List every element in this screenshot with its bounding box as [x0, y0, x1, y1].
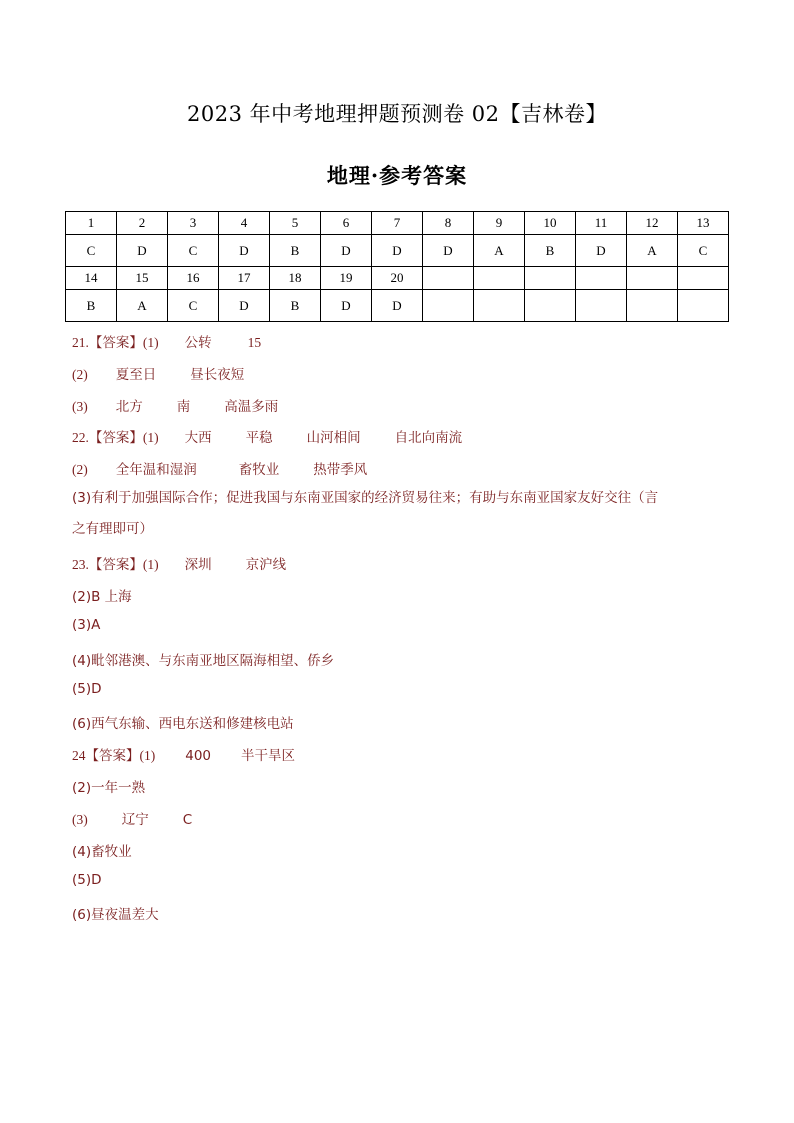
q21-p1-a: 公转 [184, 335, 212, 351]
answer-cell [525, 290, 576, 322]
answer-cell [423, 290, 474, 322]
answer-cell: C [168, 235, 219, 267]
q24-p3-b: C [182, 812, 193, 828]
question-number-cell: 17 [219, 267, 270, 290]
q24-line-3 [72, 808, 192, 828]
answer-cell: B [66, 290, 117, 322]
q23-line-5: (5)D [72, 681, 102, 697]
q21-p3-c: 高温多雨 [224, 399, 279, 415]
question-number-cell: 19 [321, 267, 372, 290]
answer-cell: C [66, 235, 117, 267]
q22-p3-label: (3) [72, 490, 92, 506]
q22-p1-c: 山河相间 [306, 430, 361, 446]
answer-table [65, 211, 729, 322]
question-number-cell: 10 [525, 212, 576, 235]
q24-p1-a: 400 [185, 748, 212, 764]
answer-table-answer-row [66, 290, 729, 322]
answer-cell: D [219, 235, 270, 267]
q22-line-1 [72, 426, 462, 446]
q22-p2-b: 畜牧业 [238, 462, 280, 478]
q21-p3-b: 南 [176, 399, 191, 415]
answer-cell: D [423, 235, 474, 267]
answer-cell [678, 290, 729, 322]
question-number-cell [423, 267, 474, 290]
q21-label: 21.【答案】(1) [72, 335, 159, 350]
question-number-cell: 2 [117, 212, 168, 235]
q24-p3-label: (3) [72, 812, 88, 827]
answer-cell [627, 290, 678, 322]
question-number-cell: 4 [219, 212, 270, 235]
q22-p3-text: 有利于加强国际合作；促进我国与东南亚国家的经济贸易往来；有助与东南亚国家友好交往（言 [91, 490, 659, 506]
question-number-cell [474, 267, 525, 290]
q24-p1-b: 半干旱区 [241, 748, 296, 764]
question-number-cell: 13 [678, 212, 729, 235]
q22-line-3 [72, 483, 732, 545]
question-number-cell: 3 [168, 212, 219, 235]
q22-p2-label: (2) [72, 462, 88, 477]
q23-p1-b: 京沪线 [245, 557, 287, 573]
answer-cell: B [270, 235, 321, 267]
question-number-cell [525, 267, 576, 290]
q23-line-3: (3)A [72, 617, 101, 633]
q22-p2-c: 热带季风 [313, 462, 368, 478]
q24-line-2: (2)一年一熟 [72, 780, 146, 796]
answer-cell: C [168, 290, 219, 322]
q23-line-1 [72, 553, 286, 573]
q21-p3-a: 北方 [115, 399, 143, 415]
answer-cell [474, 290, 525, 322]
q24-line-6: (6)昼夜温差大 [72, 907, 159, 923]
q22-p2-a: 全年温和湿润 [115, 462, 197, 478]
q21-line-1 [72, 331, 261, 351]
answer-cell: D [576, 235, 627, 267]
q21-p2-b: 昼长夜短 [190, 367, 245, 383]
question-number-cell [627, 267, 678, 290]
q21-line-2 [72, 363, 244, 383]
question-number-cell: 5 [270, 212, 321, 235]
q21-p2-a: 夏至日 [115, 367, 157, 383]
answer-cell: D [321, 235, 372, 267]
answer-cell: A [474, 235, 525, 267]
q23-p1-a: 深圳 [184, 557, 212, 573]
q24-line-1 [72, 744, 295, 764]
answer-cell: B [270, 290, 321, 322]
answer-cell: D [219, 290, 270, 322]
q23-line-6: (6)西气东输、西电东送和修建核电站 [72, 716, 294, 732]
q23-label: 23.【答案】(1) [72, 557, 159, 572]
question-number-cell: 14 [66, 267, 117, 290]
question-number-cell: 7 [372, 212, 423, 235]
q22-p1-a: 大西 [184, 430, 212, 446]
q24-p3-a: 辽宁 [121, 812, 149, 828]
answer-cell: A [117, 290, 168, 322]
answer-table-answer-row [66, 235, 729, 267]
answer-cell: B [525, 235, 576, 267]
q22-p1-b: 平稳 [245, 430, 273, 446]
answer-cell: A [627, 235, 678, 267]
question-number-cell: 16 [168, 267, 219, 290]
question-number-cell [576, 267, 627, 290]
answer-cell: D [372, 290, 423, 322]
question-number-cell: 9 [474, 212, 525, 235]
question-number-cell: 6 [321, 212, 372, 235]
q21-p1-b: 15 [247, 335, 262, 350]
q21-p3-label: (3) [72, 399, 88, 414]
answer-cell: D [117, 235, 168, 267]
q24-label: 24【答案】(1) [72, 748, 156, 763]
q23-line-4: (4)毗邻港澳、与东南亚地区隔海相望、侨乡 [72, 653, 335, 669]
answer-table-number-row [66, 267, 729, 290]
question-number-cell: 12 [627, 212, 678, 235]
q23-line-2: (2)B 上海 [72, 589, 132, 605]
q21-p2-label: (2) [72, 367, 88, 382]
answer-cell: C [678, 235, 729, 267]
q22-p1-d: 自北向南流 [394, 430, 463, 446]
answer-cell: D [321, 290, 372, 322]
q24-line-4: (4)畜牧业 [72, 844, 132, 860]
answer-table-number-row [66, 212, 729, 235]
q21-line-3 [72, 395, 278, 415]
question-number-cell [678, 267, 729, 290]
question-number-cell: 1 [66, 212, 117, 235]
question-number-cell: 18 [270, 267, 321, 290]
q22-line-2 [72, 458, 367, 478]
question-number-cell: 8 [423, 212, 474, 235]
question-number-cell: 11 [576, 212, 627, 235]
answer-cell [576, 290, 627, 322]
page-title: 2023 年中考地理押题预测卷 02【吉林卷】 [186, 102, 607, 126]
question-number-cell: 20 [372, 267, 423, 290]
q22-p3-text-cont: 之有理即可） [72, 521, 153, 537]
question-number-cell: 15 [117, 267, 168, 290]
q24-line-5: (5)D [72, 872, 102, 888]
answer-cell: D [372, 235, 423, 267]
page-subtitle: 地理·参考答案 [326, 163, 468, 188]
q22-label: 22.【答案】(1) [72, 430, 159, 445]
